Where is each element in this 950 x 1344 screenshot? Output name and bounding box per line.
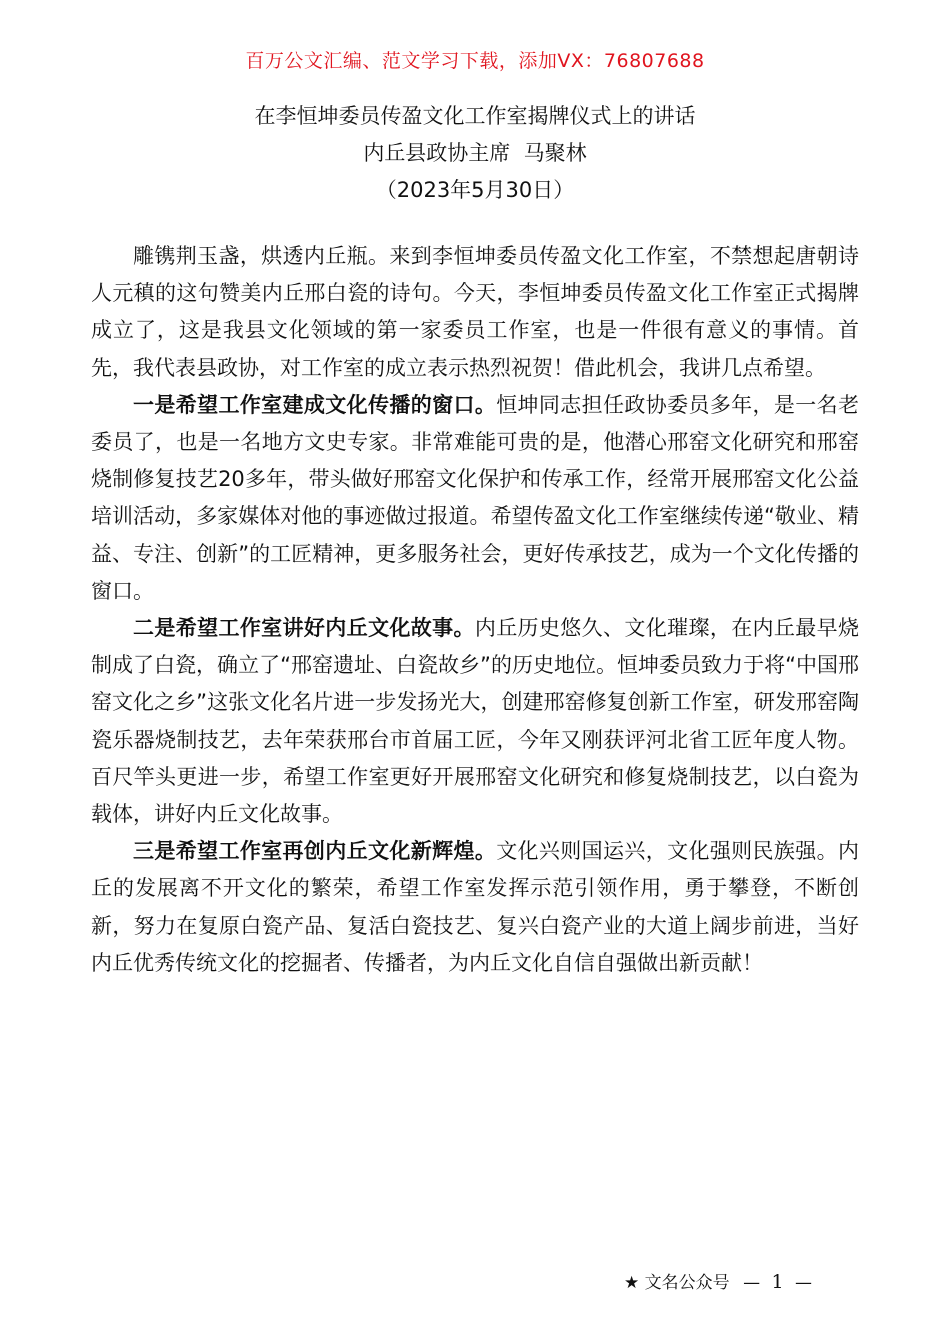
paragraph-point-3 (91, 833, 859, 982)
page-footer (624, 1268, 812, 1293)
page-number: 1 (771, 1271, 784, 1293)
speech-title: 在李恒坤委员传盈文化工作室揭牌仪式上的讲话 (254, 104, 696, 128)
watermark-banner: 百万公文汇编、范文学习下载，添加VX：76807688 (245, 50, 705, 72)
paragraph-text: 文化兴则国运兴，文化强则民族强。内丘的发展离不开文化的繁荣，希望工作室发挥示范引领作用，勇于攀登，不断创新，努力在复原白瓷产品、复活白瓷技艺、复兴白瓷产业的大道上阔步前进，当好内丘优秀传统文化的挖掘者、传播者，为内丘文化自信自强做出新贡献！ (91, 839, 860, 975)
speech-header (0, 98, 950, 209)
paragraph-text: 雕镌荆玉盏，烘透内丘瓶。来到李恒坤委员传盈文化工作室，不禁想起唐朝诗人元稹的这句赞美内丘邢白瓷的诗句。今天，李恒坤委员传盈文化工作室正式揭牌成立了，这是我县文化领域的第一家委员工作室，也是一件很有意义的事情。首先，我代表县政协，对工作室的成立表示热烈祝贺！借此机会，我讲几点希望。 (91, 244, 859, 380)
paragraph-lead: 三是希望工作室再创内丘文化新辉煌。 (133, 839, 497, 864)
speech-body (91, 238, 859, 982)
footer-dash-left: — (743, 1273, 761, 1293)
paragraph-lead: 二是希望工作室讲好内丘文化故事。 (133, 616, 475, 641)
paragraph-intro (91, 238, 859, 387)
paragraph-text: 恒坤同志担任政协委员多年，是一名老委员了，也是一名地方文史专家。非常难能可贵的是，他潜心邢窑文化研究和邢窑烧制修复技艺20多年，带头做好邢窑文化保护和传承工作，经常开展邢窑文化公益培训活动，多家媒体对他的事迹做过报道。希望传盈文化工作室继续传递“敬业、精益、专注、创新”的工匠精神，更多服务社会，更好传承技艺，成为一个文化传播的窗口。 (91, 392, 860, 603)
star-icon: ★ (624, 1273, 640, 1293)
footer-source: 文名公众号 (644, 1273, 730, 1293)
speaker-line: 内丘县政协主席 马聚林 (363, 141, 587, 165)
paragraph-point-1 (91, 387, 859, 610)
paragraph-text: 内丘历史悠久、文化璀璨，在内丘最早烧制成了白瓷，确立了“邢窑遗址、白瓷故乡”的历史地位。恒坤委员致力于将“中国邢窑文化之乡”这张文化名片进一步发扬光大，创建邢窑修复创新工作室，研发邢窑陶瓷乐器烧制技艺，去年荣获邢台市首届工匠，今年又刚获评河北省工匠年度人物。百尺竿头更进一步，希望工作室更好开展邢窑文化研究和修复烧制技艺，以白瓷为载体，讲好内丘文化故事。 (91, 616, 860, 827)
footer-dash-right: — (794, 1273, 812, 1293)
paragraph-lead: 一是希望工作室建成文化传播的窗口。 (133, 392, 497, 417)
speech-date: （2023年5月30日） (375, 178, 575, 202)
paragraph-point-2 (91, 610, 859, 833)
